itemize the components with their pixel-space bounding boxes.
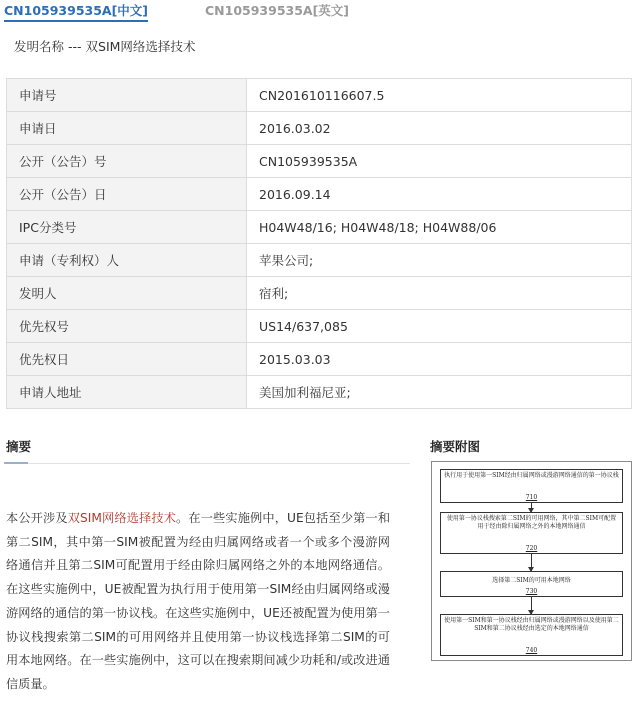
table-row [7, 310, 632, 343]
invention-title: 双SIM网络选择技术 [85, 39, 196, 54]
flowchart-arrow [531, 503, 532, 512]
field-label: 申请人地址 [7, 376, 247, 409]
field-value: 2016.03.02 [247, 112, 632, 145]
flowchart-step-text: 执行用于使用第一SIM经由归属网络或漫游网络通信的第一协议栈 [444, 472, 619, 479]
table-row [7, 178, 632, 211]
abstract-figure[interactable] [431, 461, 632, 661]
table-row [7, 211, 632, 244]
flowchart-arrow [531, 597, 532, 614]
field-label: 优先权号 [7, 310, 247, 343]
field-label: 公开（公告）日 [7, 178, 247, 211]
flowchart-arrow [531, 554, 532, 571]
flowchart-step [440, 571, 623, 597]
abstract-highlight-link[interactable]: 双SIM网络选择技术 [67, 511, 177, 525]
flowchart-step-text: 选择第二SIM的可用本地网络 [492, 577, 571, 584]
field-value: 宿利; [247, 277, 632, 310]
flowchart-step-text: 使用第一协议栈搜索第二SIM的可用网络，其中第二SIM可配置用于经由除归属网络之外的本地网络通信 [446, 515, 617, 530]
field-value: 苹果公司; [247, 244, 632, 277]
field-label: 申请日 [7, 112, 247, 145]
field-value: 2015.03.03 [247, 343, 632, 376]
table-row [7, 79, 632, 112]
field-label: 优先权日 [7, 343, 247, 376]
abstract-heading: 摘要 [6, 439, 32, 454]
abstract-text-after: 。在一些实施例中，UE包括至少第一和第二SIM，其中第一SIM被配置为经由归属网络或者一个或多个漫游网络通信并且第二SIM可配置用于经由除归属网络之外的本地网络通信。在这些实施例中，UE被配置为执行用于使用第一SIM经由归属网络或漫游网络的通信的第一协议栈。在这些实施例中，UE还被配置为使用第一协议栈搜索第二SIM的可用网络并且使用第一协议栈选择第二SIM的可用本地网络。在一些实施例中，这可以在搜索期间减少功耗和/或改进通信质量。 [6, 511, 391, 691]
field-value: US14/637,085 [247, 310, 632, 343]
table-row [7, 376, 632, 409]
field-value: CN201610116607.5 [247, 79, 632, 112]
table-row [7, 145, 632, 178]
invention-title-line [14, 37, 195, 55]
field-value: CN105939535A [247, 145, 632, 178]
field-value: H04W48/16; H04W48/18; H04W88/06 [247, 211, 632, 244]
figure-heading: 摘要附图 [430, 439, 481, 454]
table-row [7, 343, 632, 376]
field-label: 申请号 [7, 79, 247, 112]
abstract-text-before: 本公开涉及 [6, 511, 68, 525]
abstract-heading-underline [4, 462, 28, 464]
flowchart-step-number: 730 [525, 587, 538, 595]
abstract-text [6, 507, 390, 697]
invention-title-label: 发明名称 [14, 39, 65, 54]
bibliographic-table [6, 78, 632, 409]
field-label: 公开（公告）号 [7, 145, 247, 178]
field-label: 发明人 [7, 277, 247, 310]
invention-title-separator: --- [68, 39, 82, 54]
flowchart-step [440, 512, 623, 554]
tab-chinese[interactable]: CN105939535A[中文] [4, 1, 148, 22]
flowchart-step-number: 710 [525, 493, 538, 501]
abstract-divider [28, 463, 410, 464]
field-value: 美国加利福尼亚; [247, 376, 632, 409]
table-row [7, 277, 632, 310]
table-row [7, 112, 632, 145]
table-row [7, 244, 632, 277]
tab-english[interactable]: CN105939535A[英文] [205, 3, 350, 18]
flowchart-step [440, 614, 623, 656]
field-label: 申请（专利权）人 [7, 244, 247, 277]
tab-bar [0, 0, 636, 22]
flowchart-step-number: 720 [525, 544, 538, 552]
flowchart-step-number: 740 [525, 646, 538, 654]
flowchart-step [440, 469, 623, 503]
field-label: IPC分类号 [7, 211, 247, 244]
flowchart-step-text: 使用第一SIM和第一协议栈经由归属网络或漫游网络以及使用第二SIM和第二协议栈经由选定的本地网络通信 [444, 617, 619, 632]
field-value: 2016.09.14 [247, 178, 632, 211]
